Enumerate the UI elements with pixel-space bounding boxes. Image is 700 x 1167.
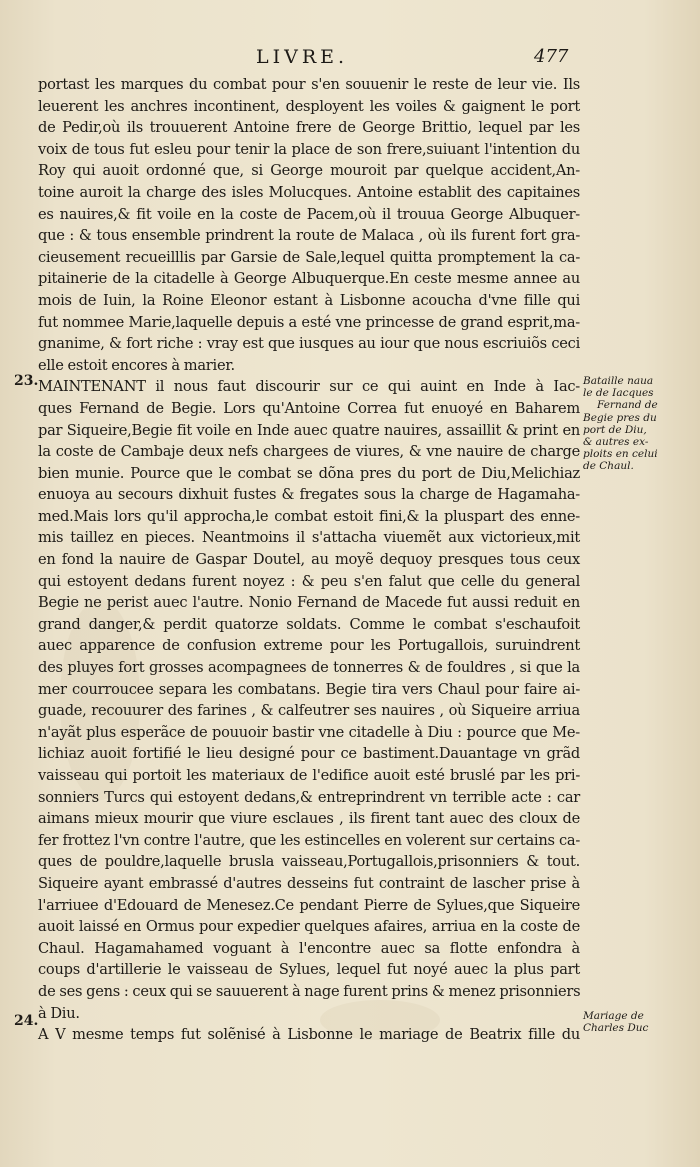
text-line: toine auroit la charge des isles Molucques. Antoine establit des capitaines xyxy=(38,183,580,201)
margin-note-line: le de Iacques xyxy=(583,387,654,400)
text-line: qui estoyent dedans furent noyez : & peu s'en falut que celle du general xyxy=(38,572,580,590)
text-line: ques Fernand de Begie. Lors qu'Antoine Correa fut enuoyé en Baharem xyxy=(38,399,580,417)
text-line: auec apparence de confusion extreme pour les Portugallois, suruindrent xyxy=(38,637,580,655)
text-line: Roy qui auoit ordonné que, si George mouroit par quelque accident,An- xyxy=(38,162,580,180)
text-line: es nauires,& fit voile en la coste de Pacem,où il trouua George Albuquer- xyxy=(38,205,580,223)
text-line: med.Mais lors qu'il approcha,le combat estoit fini,& la pluspart des enne- xyxy=(38,507,580,525)
margin-note-line: & autres ex- xyxy=(583,436,649,449)
text-line: la coste de Cambaje deux nefs chargees de viures, & vne nauire de charge xyxy=(38,443,580,461)
margin-note-line: Fernand de xyxy=(597,399,658,412)
text-line: cieusement recueilllis par Garsie de Sale,lequel quitta promptement la ca- xyxy=(38,248,580,266)
text-line: lichiaz auoit fortifié le lieu designé pour ce bastiment.Dauantage vn grãd xyxy=(38,745,580,763)
text-line: l'arriuee d'Edouard de Menesez.Ce pendant Pierre de Sylues,que Siqueire xyxy=(38,896,580,914)
text-line: gnanime, & fort riche : vray est que iusques au iour que nous escriuiõs ceci xyxy=(38,335,580,353)
text-line: mer courroucee separa les combatans. Begie tira vers Chaul pour faire ai- xyxy=(38,680,580,698)
margin-note-line: Mariage de xyxy=(583,1010,644,1022)
text-line: de Pedir,où ils trouuerent Antoine frere de George Brittio, lequel par les xyxy=(38,119,580,137)
text-line: leuerent les anchres incontinent, desployent les voiles & gaignent le port xyxy=(38,97,580,115)
text-line: à Diu. xyxy=(38,1004,80,1022)
margin-note-naval-battle xyxy=(583,375,665,473)
text-line: auoit laissé en Ormus pour expedier quelques afaires, arriua en la coste de xyxy=(38,918,580,936)
text-line: en fond la nauire de Gaspar Doutel, au moyẽ dequoy presques tous ceux xyxy=(38,551,580,569)
margin-note-line: de Chaul. xyxy=(583,460,634,473)
text-line: aimans mieux mourir que viure esclaues , ils firent tant auec des cloux de xyxy=(38,810,580,828)
body-text xyxy=(38,74,580,1046)
text-line: portast les marques du combat pour s'en souuenir le reste de leur vie. Ils xyxy=(38,76,580,93)
margin-note-line: Begie pres du xyxy=(583,411,657,424)
margin-note-line: Bataille naua xyxy=(583,375,654,387)
margin-note-line: ploits en celui xyxy=(583,448,658,461)
section-number-24: 24. xyxy=(14,1013,39,1029)
text-line: mis taillez en pieces. Neantmoins il s'attacha viuemẽt aux victorieux,mit xyxy=(38,529,580,547)
text-line: A V mesme temps fut solẽnisé à Lisbonne le mariage de Beatrix fille du xyxy=(38,1026,580,1044)
text-line: pitainerie de la citadelle à George Albuquerque.En ceste mesme annee au xyxy=(38,270,580,288)
text-line: des pluyes fort grosses acompagnees de tonnerres & de fouldres , si que la xyxy=(38,659,580,677)
text-line: ques de pouldre,laquelle brusla vaisseau,Portugallois,prisonniers & tout. xyxy=(38,853,580,871)
text-line: fer frottez l'vn contre l'autre, que les estincelles en volerent sur certains ca- xyxy=(38,831,580,849)
text-line: elle estoit encores à marier. xyxy=(38,356,235,374)
text-line: bien munie. Pource que le combat se dõna pres du port de Diu,Melichiaz xyxy=(38,464,580,482)
text-line: enuoya au secours dixhuit fustes & fregates sous la charge de Hagamaha- xyxy=(38,486,580,504)
text-line: par Siqueire,Begie fit voile en Inde auec quatre nauires, assaillit & print en xyxy=(38,421,580,439)
margin-note-line: Charles Duc xyxy=(583,1022,649,1035)
text-line: Siqueire ayant embrassé d'autres desseins fut contraint de lascher prise à xyxy=(38,874,580,892)
page-number: 477 xyxy=(534,46,569,67)
text-line: voix de tous fut esleu pour tenir la place de son frere,suiuant l'intention du xyxy=(38,140,580,158)
text-line: mois de Iuin, la Roine Eleonor estant à Lisbonne acoucha d'vne fille qui xyxy=(38,291,580,309)
text-line: MAINTENANT il nous faut discourir sur ce qui auint en Inde à Iac- xyxy=(38,378,580,396)
text-line: guade, recouurer des farines , & calfeutrer ses nauires , où Siqueire arriua xyxy=(38,702,580,720)
margin-note-line: port de Diu, xyxy=(583,423,647,436)
section-number-23: 23. xyxy=(14,373,39,389)
text-line: sonniers Turcs qui estoyent dedans,& entreprindrent vn terrible acte : car xyxy=(38,788,580,806)
running-head: LIVRE. xyxy=(255,46,349,68)
text-line: grand danger,& perdit quatorze soldats. Comme le combat s'eschaufoit xyxy=(38,615,580,633)
text-line: coups d'artillerie le vaisseau de Sylues, lequel fut noyé auec la plus part xyxy=(38,961,580,979)
text-line: Begie ne perist auec l'autre. Nonio Fernand de Macede fut aussi reduit en xyxy=(38,594,580,612)
text-line: Chaul. Hagamahamed voguant à l'encontre auec sa flotte enfondra à xyxy=(38,939,580,957)
text-line: vaisseau qui portoit les materiaux de l'edifice auoit esté bruslé par les pri- xyxy=(38,767,580,784)
margin-note-marriage xyxy=(583,1010,665,1034)
text-line: de ses gens : ceux qui se sauuerent à nage furent prins & menez prisonniers xyxy=(38,982,581,1000)
text-line: que : & tous ensemble prindrent la route de Malaca , où ils furent fort gra- xyxy=(38,227,580,245)
text-line: n'ayãt plus esperãce de pouuoir bastir vne citadelle à Diu : pource que Me- xyxy=(38,723,580,741)
text-line: fut nommee Marie,laquelle depuis a esté vne princesse de grand esprit,ma- xyxy=(38,313,580,331)
